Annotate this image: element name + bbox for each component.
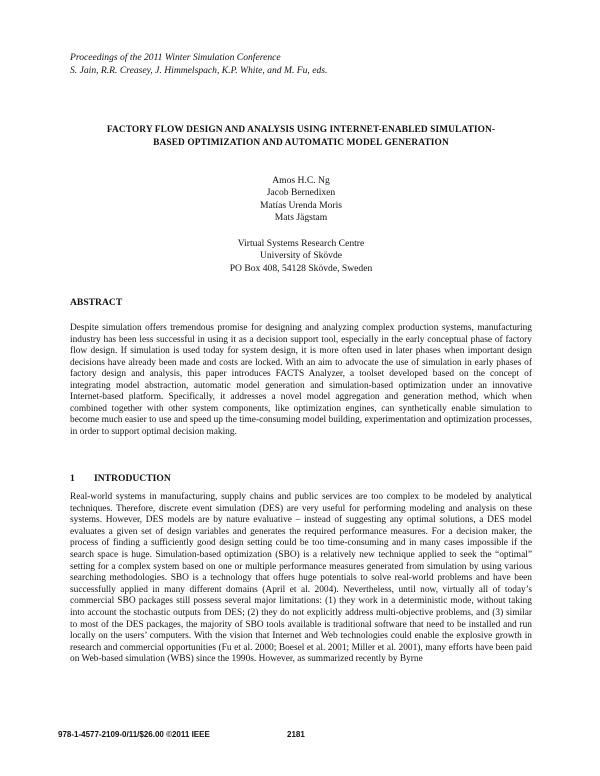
author-name: Mats Jägstam bbox=[274, 212, 328, 224]
abstract-body: Despite simulation offers tremendous promise for designing and analyzing complex production systems, manufacturing industry has been less successful in using it as a decision support tool, especially in the early conceptual phase of factory flow design. If simulation is used today for system design, it is more often used in later phases when important design decisions have already been made and costs are locked. With an aim to advocate the use of simulation in early phases of factory design and analysis, this paper introduces FACTS Analyzer, a toolset developed based on the concept of integrating model abstraction, automatic model generation and simulation-based optimization under an innovative Internet-based platform. Specifically, it addresses a novel model aggregation and generation method, which when combined together with other system components, like optimization engines, can synthetically enable simulation to become much easier to use and speed up the time-consuming model building, experimentation and optimization processes, in order to support optimal decision making. bbox=[70, 323, 532, 437]
proceedings-line: Proceedings of the 2011 Winter Simulation Conference bbox=[70, 52, 281, 63]
author-name: Matías Urenda Moris bbox=[259, 199, 343, 211]
editors-line: S. Jain, R.R. Creasey, J. Himmelspach, K.P. White, and M. Fu, eds. bbox=[70, 65, 328, 76]
page-number: 2181 bbox=[287, 730, 305, 739]
abstract-heading: ABSTRACT bbox=[70, 297, 123, 308]
conference-header bbox=[70, 51, 327, 77]
page-footer bbox=[58, 730, 532, 744]
section-number: 1 bbox=[70, 473, 75, 484]
paper-title bbox=[70, 124, 532, 150]
author-name: Jacob Bernedixen bbox=[266, 187, 336, 199]
title-line-2: BASED OPTIMIZATION AND AUTOMATIC MODEL GENERATION bbox=[153, 138, 449, 148]
affiliation-line: PO Box 408, 54128 Skövde, Sweden bbox=[229, 262, 373, 274]
author-name: Amos H.C. Ng bbox=[272, 175, 330, 186]
section-title: INTRODUCTION bbox=[94, 473, 171, 484]
affiliation bbox=[70, 238, 532, 275]
introduction-heading bbox=[70, 473, 171, 484]
affiliation-line: University of Skövde bbox=[259, 250, 343, 262]
affiliation-line: Virtual Systems Research Centre bbox=[237, 238, 365, 249]
isbn-copyright: 978-1-4577-2109-0/11/$26.00 ©2011 IEEE bbox=[58, 730, 210, 739]
title-line-1: FACTORY FLOW DESIGN AND ANALYSIS USING INTERNET-ENABLED SIMULATION- bbox=[106, 125, 496, 135]
author-list bbox=[70, 175, 532, 225]
introduction-body: Real-world systems in manufacturing, supply chains and public services are too complex to be modeled by analytical techniques. Therefore, discrete event simulation (DES) are very useful for performing modeling and analysis on these systems. However, DES models are by nature evaluative – instead of suggesting any optimal solutions, a DES model evaluates a given set of design variables and generates the required performance measures. For a decision maker, the process of finding a sufficiently good design setting could be too time-consuming and in many cases impossible if the search space is huge. Simulation-based optimization (SBO) is a relatively new technique applied to seek the “optimal” setting for a complex system based on one or multiple performance measures generated from simulation by using various searching methodologies. SBO is a technology that offers huge potentials to solve real-world problems and have been successfully applied in many different domains (April et al. 2004). Nevertheless, until now, virtually all of today’s commercial SBO packages still possess several major limitations: (1) they work in a deterministic mode, without taking into account the stochastic outputs from DES; (2) they do not explicitly address multi-objective problems, and (3) similar to most of the DES packages, the majority of SBO tools available is traditional software that need to be installed and run locally on the users’ computers. With the vision that Internet and Web technologies could enable the explosive growth in research and commercial opportunities (Fu et al. 2000; Boesel et al. 2001; Miller et al. 2001), many efforts have been paid on Web-based simulation (WBS) since the 1990s. However, as summarized recently by Byrne bbox=[70, 492, 532, 665]
